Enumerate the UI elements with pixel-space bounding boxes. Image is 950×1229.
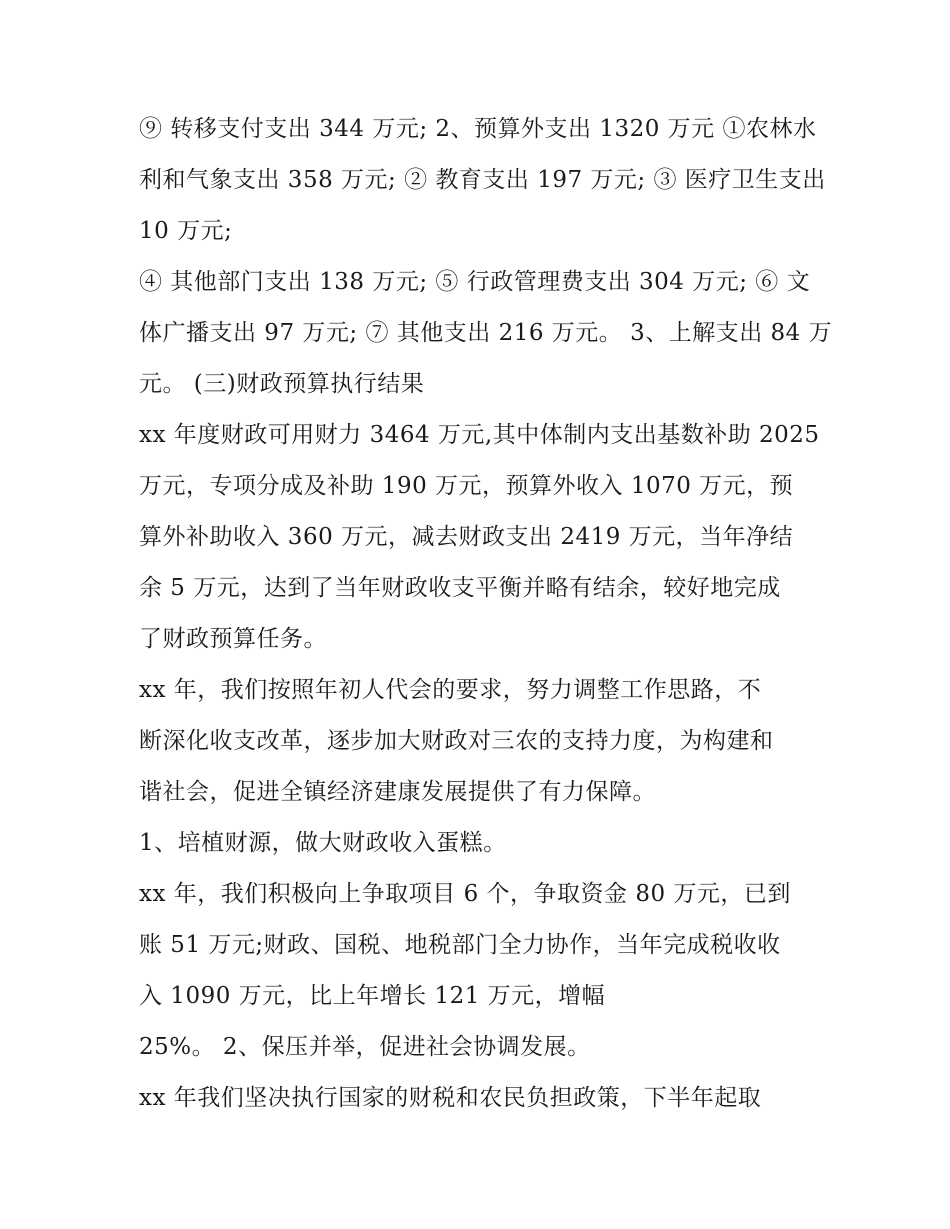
text-line: 10 万元;	[139, 218, 233, 244]
text-line: 算外补助收入 360 万元，减去财政支出 2419 万元，当年净结	[139, 524, 794, 550]
text-line: 账 51 万元;财政、国税、地税部门全力协作，当年完成税收收	[139, 932, 781, 958]
text-line: 体广播支出 97 万元; ⑦ 其他支出 216 万元。 3、上解支出 84 万	[139, 320, 833, 346]
text-line: 25%。 2、保压并举，促进社会协调发展。	[139, 1034, 591, 1060]
text-line: xx 年我们坚决执行国家的财税和农民负担政策，下半年起取	[139, 1085, 762, 1111]
text-line: 1、培植财源，做大财政收入蛋糕。	[139, 830, 507, 856]
document-body	[139, 104, 833, 1124]
text-line: ⑨ 转移支付支出 344 万元; 2、预算外支出 1320 万元 ①农林水	[139, 116, 817, 142]
text-line: xx 年，我们按照年初人代会的要求，努力调整工作思路，不	[139, 677, 762, 703]
text-line: 利和气象支出 358 万元; ② 教育支出 197 万元; ③ 医疗卫生支出	[139, 167, 826, 193]
text-line: 余 5 万元，达到了当年财政收支平衡并略有结余，较好地完成	[139, 575, 781, 601]
text-line: 万元，专项分成及补助 190 万元，预算外收入 1070 万元，预	[139, 473, 794, 499]
text-line: ④ 其他部门支出 138 万元; ⑤ 行政管理费支出 304 万元; ⑥ 文	[139, 269, 811, 295]
text-line: 断深化收支改革，逐步加大财政对三农的支持力度，为构建和	[139, 728, 774, 754]
text-line: xx 年度财政可用财力 3464 万元,其中体制内支出基数补助 2025	[139, 422, 820, 448]
text-line: xx 年，我们积极向上争取项目 6 个，争取资金 80 万元，已到	[139, 881, 791, 907]
text-line: 了财政预算任务。	[139, 626, 327, 652]
text-line: 元。 (三)财政预算执行结果	[139, 371, 425, 397]
text-line: 入 1090 万元，比上年增长 121 万元，增幅	[139, 983, 606, 1009]
text-line: 谐社会，促进全镇经济建康发展提供了有力保障。	[139, 779, 656, 805]
